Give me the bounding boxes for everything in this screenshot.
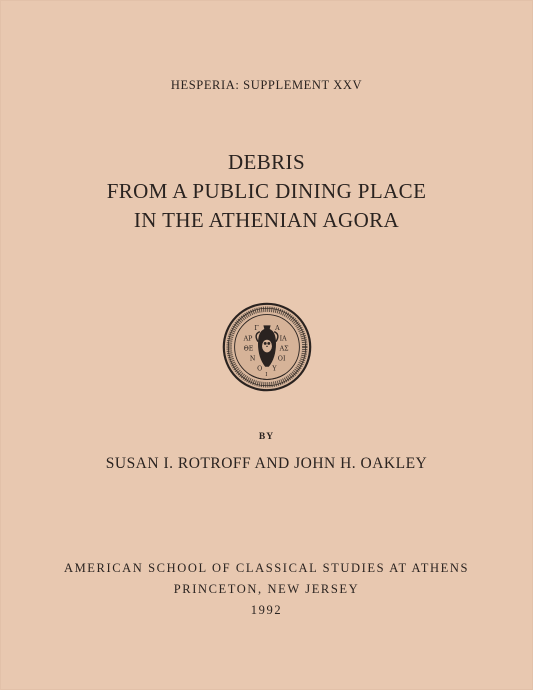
series-line: HESPERIA: SUPPLEMENT XXV: [170, 78, 363, 92]
seal-letter: Ν: [249, 355, 256, 363]
seal-letter: Α: [275, 324, 280, 332]
book-title: [0, 148, 533, 235]
seal-letter: ΟΙ: [277, 355, 286, 363]
publisher-place: PRINCETON, NEW JERSEY: [173, 582, 360, 596]
title-line-3: IN THE ATHENIAN AGORA: [133, 208, 400, 232]
seal-letter: Γ: [254, 324, 259, 332]
seal-letter: ΙΑ: [279, 335, 287, 343]
seal-letter: Ι: [265, 371, 268, 378]
seal-letter: Υ: [272, 365, 277, 373]
seal-letter: ΑΡ: [243, 335, 253, 343]
title-line-1: DEBRIS: [227, 150, 306, 174]
owl-amphora-seal-icon: [222, 302, 312, 392]
title-line-2: FROM A PUBLIC DINING PLACE: [106, 179, 427, 203]
publication-year: 1992: [250, 603, 283, 617]
publisher-name: AMERICAN SCHOOL OF CLASSICAL STUDIES AT ATHENS: [63, 561, 470, 575]
byline-label: BY: [258, 432, 275, 442]
authors: SUSAN I. ROTROFF AND JOHN H. OAKLEY: [105, 455, 428, 472]
seal-letter: ΘΕ: [243, 345, 254, 353]
seal-letter: Ο: [257, 365, 263, 373]
publisher-block: [0, 558, 533, 621]
seal-letter: ΑΣ: [279, 345, 289, 353]
